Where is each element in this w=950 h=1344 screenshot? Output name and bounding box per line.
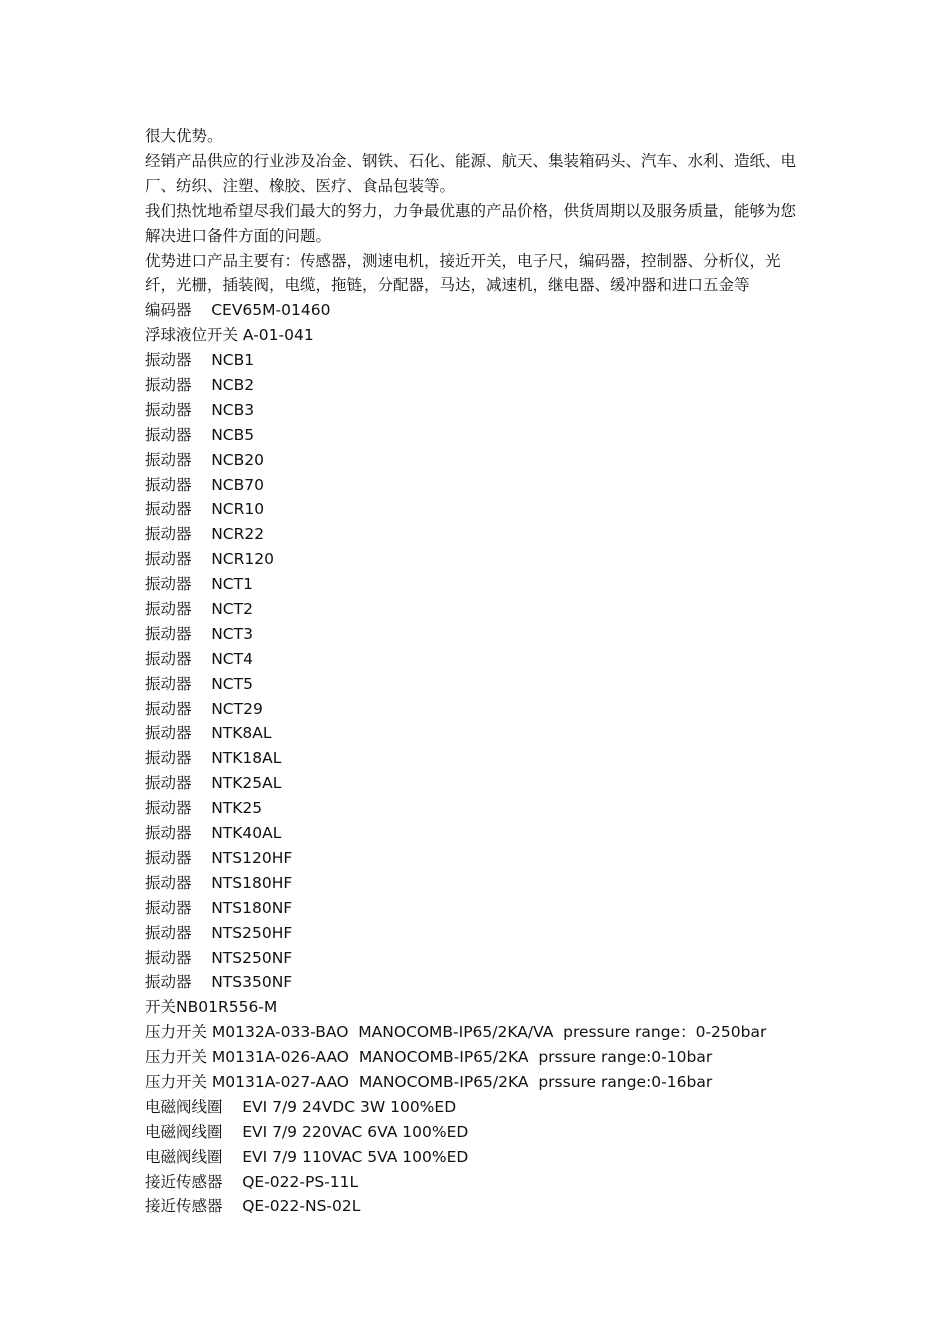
product-line: 振动器 NCB20 [145, 450, 264, 469]
intro-paragraph-4: 优势进口产品主要有：传感器，测速电机，接近开关，电子尺，编码器，控制器、分析仪，光纤，光栅，插装阀，电缆，拖链，分配器，马达，减速机，继电器、缓冲器和进口五金等 [145, 251, 781, 295]
product-line: 压力开关 M0131A-027-AAO MANOCOMB-IP65/2KA prssure range:0-16bar [145, 1072, 713, 1091]
intro-paragraph-2: 经销产品供应的行业涉及冶金、钢铁、石化、能源、航天、集装箱码头、汽车、水利、造纸、电厂、纺织、注塑、橡胶、医疗、食品包装等。 [145, 151, 797, 195]
document-body [145, 124, 810, 1219]
product-line: 振动器 NTS180HF [145, 873, 293, 892]
product-line: 振动器 NTK18AL [145, 749, 282, 768]
intro-paragraph-3: 我们热忱地希望尽我们最大的努力，力争最优惠的产品价格，供货周期以及服务质量，能够为您解决进口备件方面的问题。 [145, 201, 797, 245]
product-line: 振动器 NTS250NF [145, 948, 293, 967]
product-line: 振动器 NCT29 [145, 699, 263, 718]
product-line: 振动器 NCB3 [145, 400, 255, 419]
product-line: 浮球液位开关 A-01-041 [145, 326, 314, 345]
product-line: 振动器 NCR10 [145, 500, 265, 519]
product-line: 压力开关 M0131A-026-AAO MANOCOMB-IP65/2KA prssure range:0-10bar [145, 1048, 713, 1067]
product-line: 振动器 NCR120 [145, 550, 274, 569]
product-line: 电磁阀线圈 EVI 7/9 24VDC 3W 100%ED [145, 1097, 457, 1116]
product-line: 振动器 NTK25AL [145, 774, 282, 793]
product-line: 开关NB01R556-M [145, 998, 278, 1017]
product-line: 接近传感器 QE-022-PS-11L [145, 1172, 359, 1191]
product-line: 振动器 NCT1 [145, 575, 253, 594]
product-list [145, 298, 810, 1219]
product-line: 振动器 NTS120HF [145, 848, 293, 867]
product-line: 振动器 NTS350NF [145, 973, 293, 992]
product-line: 电磁阀线圈 EVI 7/9 220VAC 6VA 100%ED [145, 1122, 469, 1141]
product-line: 编码器 CEV65M-01460 [145, 301, 331, 320]
product-line: 压力开关 M0132A-033-BAO MANOCOMB-IP65/2KA/VA pressure range：0-250bar [145, 1023, 767, 1042]
product-line: 振动器 NCT3 [145, 624, 253, 643]
intro-paragraph-1: 很大优势。 [145, 127, 223, 145]
product-line: 接近传感器 QE-022-NS-02L [145, 1197, 361, 1216]
product-line: 振动器 NTK8AL [145, 724, 272, 743]
product-line: 振动器 NCB2 [145, 376, 255, 395]
product-line: 振动器 NTS250HF [145, 923, 293, 942]
product-line: 振动器 NTK40AL [145, 824, 282, 843]
product-line: 振动器 NCT5 [145, 674, 253, 693]
product-line: 振动器 NTS180NF [145, 898, 293, 917]
product-line: 振动器 NTK25 [145, 799, 263, 818]
product-line: 振动器 NCB5 [145, 425, 255, 444]
product-line: 振动器 NCB1 [145, 351, 255, 370]
product-line: 振动器 NCT2 [145, 600, 253, 619]
product-line: 电磁阀线圈 EVI 7/9 110VAC 5VA 100%ED [145, 1147, 469, 1166]
product-line: 振动器 NCR22 [145, 525, 265, 544]
product-line: 振动器 NCB70 [145, 475, 264, 494]
product-line: 振动器 NCT4 [145, 649, 253, 668]
